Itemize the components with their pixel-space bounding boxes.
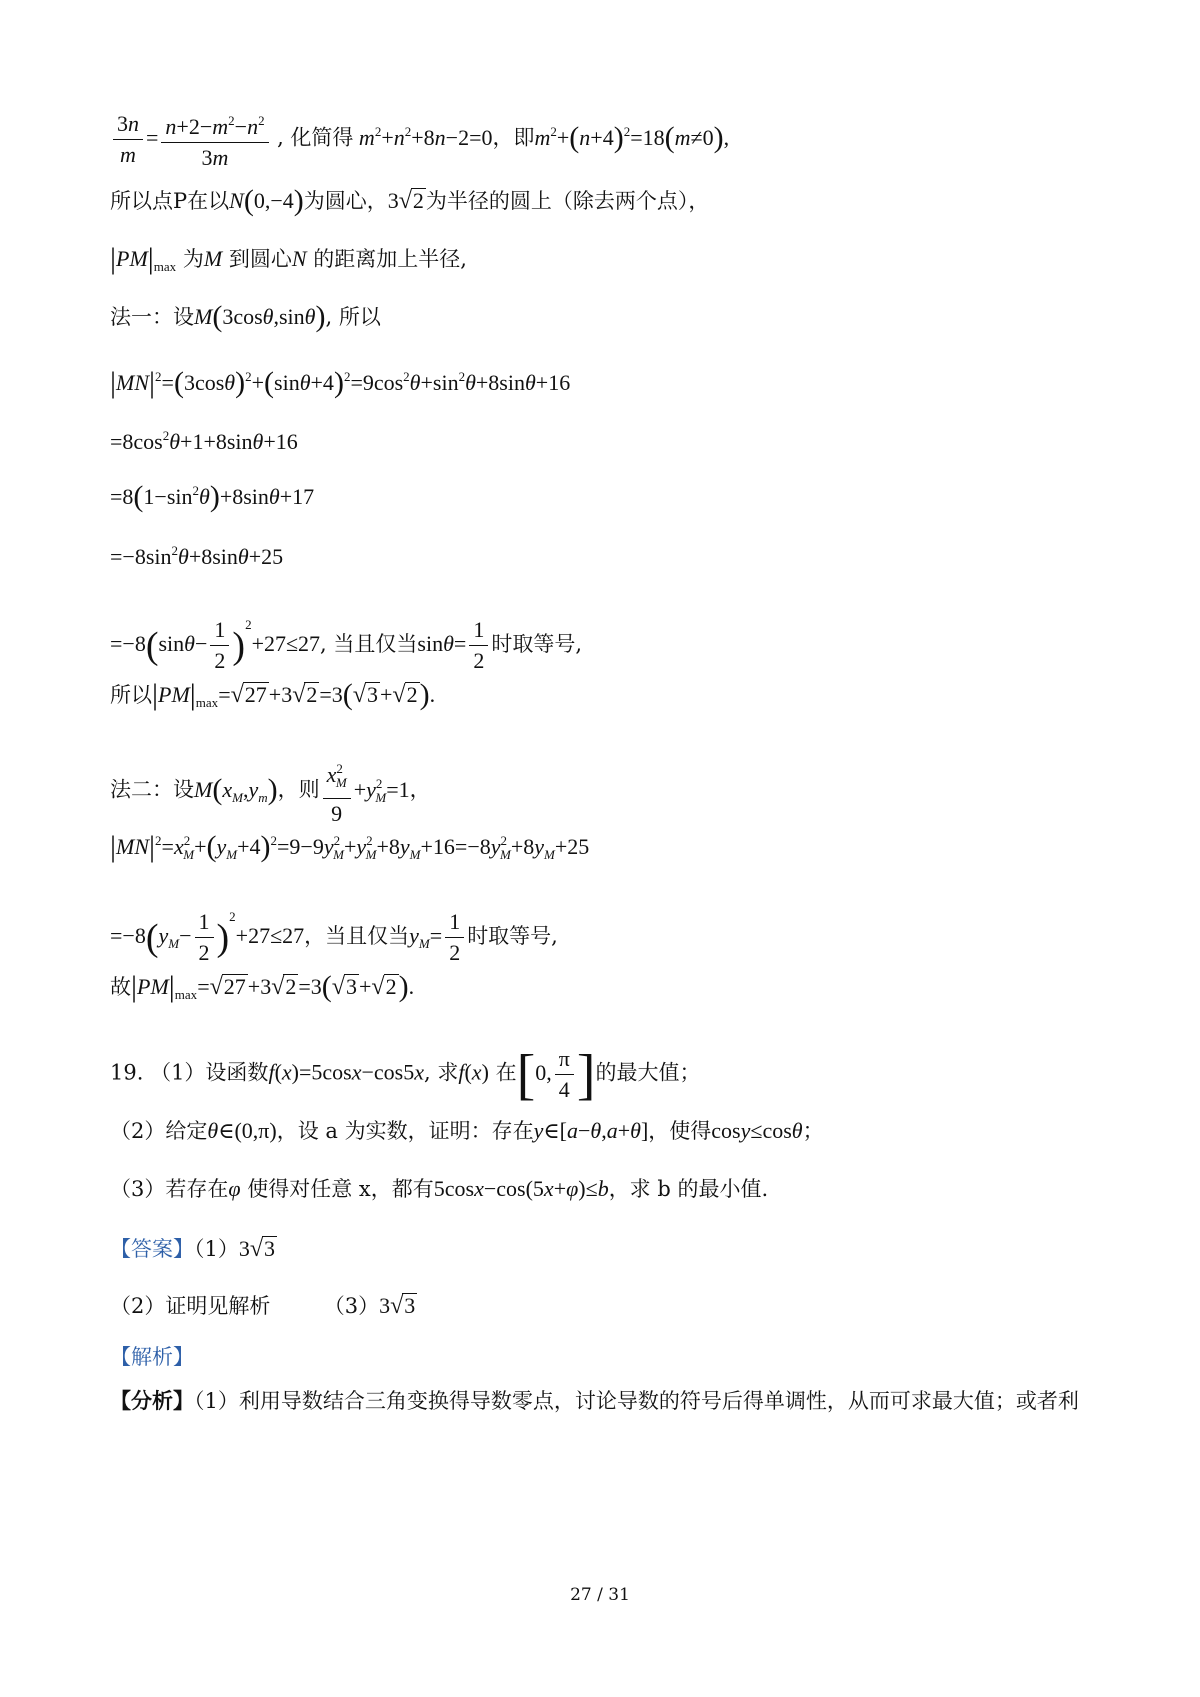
text-point-p: 所以点P在以 bbox=[110, 189, 230, 213]
text-distance: 的距离加上半径, bbox=[313, 247, 467, 271]
text-simplify: 化简得 bbox=[290, 125, 354, 150]
answer-line-1: 【答案】（1）3√3 bbox=[110, 1236, 276, 1262]
text-part2-prove: ，设 a 为实数，证明：存在 bbox=[276, 1119, 534, 1143]
page-number: 27 / 31 bbox=[570, 1585, 630, 1605]
text-so: , 所以 bbox=[325, 305, 381, 329]
text-ie: ，即 bbox=[492, 125, 535, 150]
problem-19-part-2: （2）给定θ∈(0,π)，设 a 为实数，证明：存在y∈[a−θ,a+θ]，使得cosy≤cosθ； bbox=[110, 1118, 824, 1143]
answer-part2: （2）证明见解析 bbox=[110, 1294, 271, 1318]
text-suoyi: 所以 bbox=[110, 683, 152, 707]
text-part2-given: （2）给定 bbox=[110, 1119, 208, 1143]
answer-part1-label: （1） bbox=[194, 1237, 239, 1261]
equation-line-1: $\frac{3n}{m}$ = $\frac{n+2-m^2-n^2}{3m}$ , 化简得 $m^2+n^2+8n-2=0$，即$m^2+(n+4)^2=18(m\ne 0)$, bbox=[110, 108, 729, 171]
text-method2-label: 法二：设 bbox=[110, 777, 194, 802]
equation-line-6: $=8\cos^2\theta+1+8\sin\theta+16$ bbox=[110, 428, 298, 454]
text-line-2: 所以点P在以N(0,−4)为圆心，3√2为半径的圆上（除去两个点）， bbox=[110, 184, 710, 217]
text-part3-any: 使得对任意 x，都有 bbox=[247, 1177, 434, 1201]
text-max-value: 的最大值； bbox=[595, 1060, 701, 1085]
answer-part3-label: （3） bbox=[323, 1294, 380, 1318]
equation-line-9: =−8(sinθ− $\frac{1}{2}$ )$^2$+27≤27, 当且仅当sinθ= $\frac{1}{2}$ 时取等号, bbox=[110, 617, 583, 674]
text-method-two: 法二：设$M(x_M,y_m)$，则 $\frac{x^2_M}{9}$ $+y^2_M=1$， bbox=[110, 756, 431, 827]
answer-line-2: （2）证明见解析 （3）3√3 bbox=[110, 1293, 416, 1319]
text-semicolon: ； bbox=[802, 1119, 824, 1143]
equation-line-7: $=8(1-\sin^2\theta)+8\sin\theta+17$ bbox=[110, 480, 315, 513]
equation-line-5: $|MN|^2=(3\cos\theta)^2+(\sin\theta+4)^2=9\cos^2\theta+\sin^2\theta+8\sin\theta+16$ bbox=[110, 366, 571, 399]
equation-line-8: $=-8\sin^2\theta+8\sin\theta+25$ bbox=[110, 543, 284, 569]
text-find: , 求 bbox=[423, 1060, 459, 1085]
equation-line-10: 所以$|PM|_{max}=√27+3√2=3(√3+√2)$. bbox=[110, 678, 436, 711]
equation-line-13: $=-8(y_M-$ $\frac{1}{2}$ )$^2$+27≤27，当且仅当$y_M=$ $\frac{1}{2}$ 时取等号, bbox=[110, 909, 558, 966]
text-center: 为圆心， bbox=[303, 189, 388, 213]
problem-19-part-1: 19. （1）设函数f(x)=5cosx−cos5x, 求f(x) 在[0, $\frac{\pi}{4}$ ]的最大值； bbox=[110, 1043, 701, 1106]
text-equality: 时取等号, bbox=[491, 632, 583, 656]
text-equality-2: 时取等号, bbox=[467, 924, 558, 948]
text-wei: 为 bbox=[182, 247, 204, 271]
answer-label: 【答案】 bbox=[110, 1237, 194, 1261]
text-such-that: ，使得 bbox=[648, 1119, 712, 1143]
text-problem-19: 19. （1）设函数 bbox=[110, 1060, 269, 1085]
text-comma: ， bbox=[409, 777, 431, 802]
fenxi-text: （1）利用导数结合三角变换得导数零点，讨论导数的符号后得单调性，从而可求最大值；或者利 bbox=[194, 1389, 1079, 1413]
text-iff: 当且仅当 bbox=[333, 632, 418, 656]
text-part3-min: ，求 b 的最小值. bbox=[608, 1177, 769, 1201]
text-line-3: $|PM|_{max}$ 为M 到圆心N 的距离加上半径, bbox=[110, 242, 467, 275]
analysis-heading bbox=[110, 1342, 194, 1372]
text-gu: 故 bbox=[110, 975, 131, 999]
equation-line-14: 故$|PM|_{max}=√27+3√2=3(√3+√2)$. bbox=[110, 970, 415, 1003]
text-part3-exists: （3）若存在 bbox=[110, 1177, 229, 1201]
text-to-center: 到圆心 bbox=[228, 247, 292, 271]
analysis-line bbox=[110, 1386, 1079, 1416]
text-iff-2: ，当且仅当 bbox=[304, 924, 410, 948]
text-then: ，则 bbox=[277, 777, 320, 802]
text-method1-label: 法一：设 bbox=[110, 305, 194, 329]
fenxi-label: 【分析】 bbox=[110, 1388, 194, 1413]
text-method-one: 法一：设M(3cosθ,sinθ), 所以 bbox=[110, 300, 381, 333]
text-radius: 为半径的圆上（除去两个点）， bbox=[425, 189, 710, 213]
text-on: 在 bbox=[495, 1060, 517, 1085]
problem-19-part-3: （3）若存在φ 使得对任意 x，都有5cosx−cos(5x+φ)≤b，求 b 的最小值. bbox=[110, 1176, 769, 1201]
equation-line-12: $|MN|^2=x^2_M+(y_M+4)^2=9-9y^2_M+y^2_M+8y_M+16=-8y^2_M+8y_M+25$ bbox=[110, 830, 590, 863]
analysis-label: 【解析】 bbox=[110, 1345, 194, 1369]
